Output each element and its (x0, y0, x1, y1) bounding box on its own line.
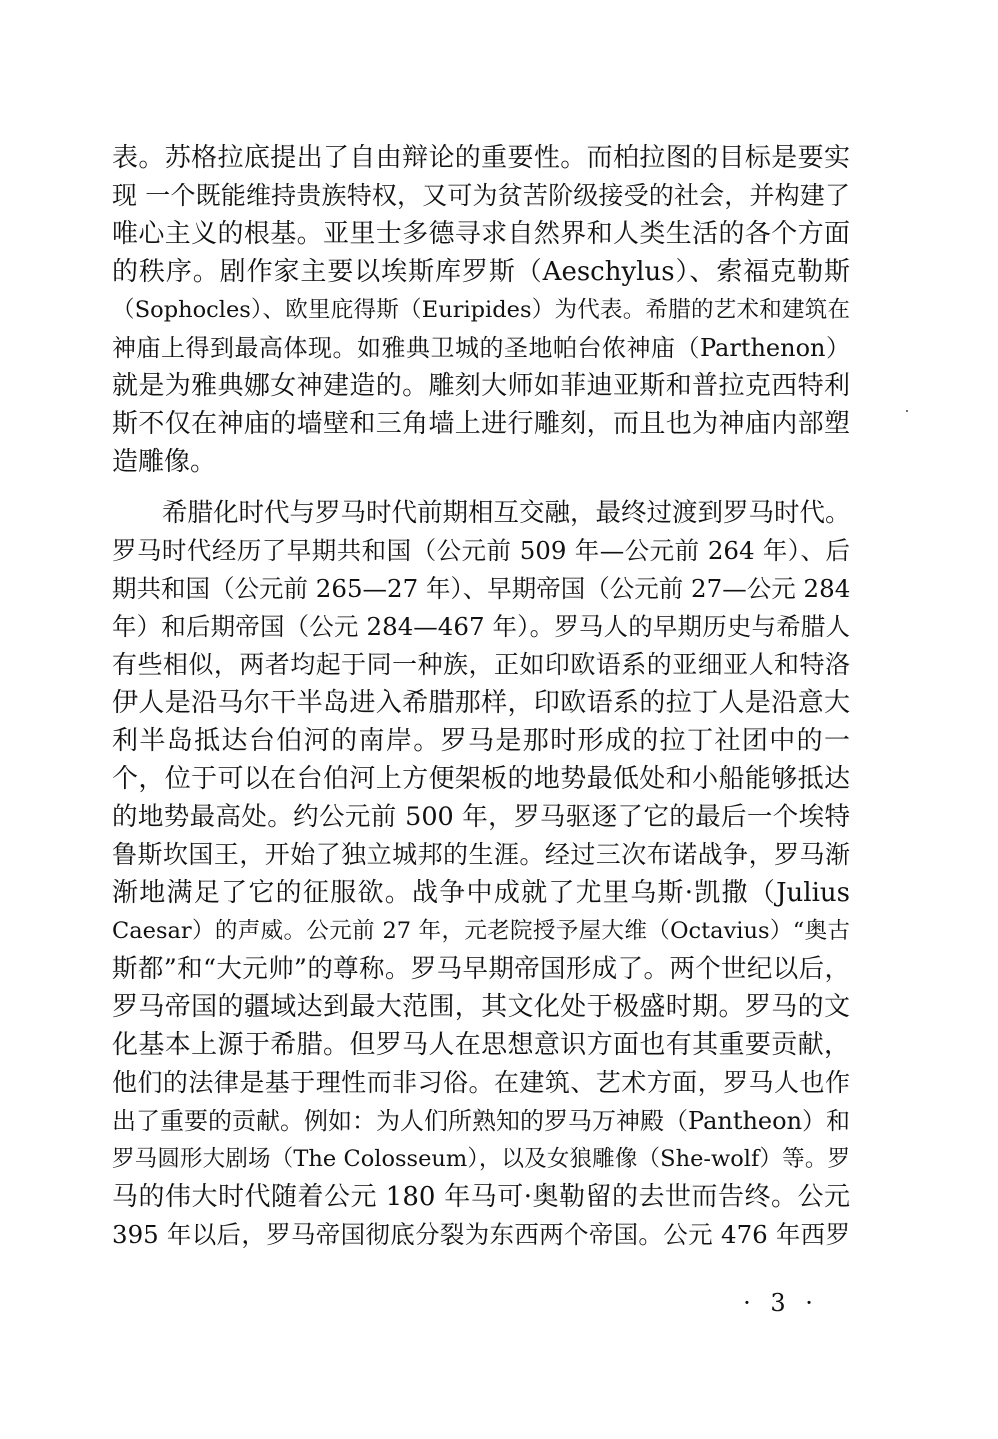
text-line: 神庙上得到最高体现。如雅典卫城的圣地帕台侬神庙（Parthenon） (112, 334, 850, 362)
text-line: 罗马圆形大剧场（The Colosseum），以及女狼雕像（She-wolf）等。罗 (112, 1146, 850, 1172)
text-line: 马的伟大时代随着公元 180 年马可·奥勒留的去世而告终。公元 (112, 1182, 850, 1212)
text-line: 罗马时代经历了早期共和国（公元前 509 年—公元前 264 年）、后 (112, 536, 850, 565)
text-line: 希腊化时代与罗马时代前期相互交融，最终过渡到罗马时代。 (162, 498, 851, 528)
text-line: 伊人是沿马尔干半岛进入希腊那样，印欧语系的拉丁人是沿意大 (112, 688, 850, 718)
text-line: 唯心主义的根基。亚里士多德寻求自然界和人类生活的各个方面 (112, 219, 850, 249)
text-line: 鲁斯坎国王，开始了独立城邦的生涯。经过三次布诺战争，罗马渐 (112, 840, 850, 869)
text-line: 的地势最高处。约公元前 500 年，罗马驱逐了它的最后一个埃特 (112, 802, 850, 832)
text-line: 造雕像。 (112, 447, 217, 477)
text-line: 年）和后期帝国（公元 284—467 年）。罗马人的早期历史与希腊人 (112, 612, 850, 641)
text-line: 罗马帝国的疆域达到最大范围，其文化处于极盛时期。罗马的文 (112, 992, 850, 1022)
text-line: 就是为雅典娜女神建造的。雕刻大师如菲迪亚斯和普拉克西特利 (112, 371, 850, 401)
text-line: 表。苏格拉底提出了自由辩论的重要性。而柏拉图的目标是要实 (112, 143, 850, 173)
text-line: 期共和国（公元前 265—27 年）、早期帝国（公元前 27—公元 284 (112, 574, 851, 603)
text-line: 利半岛抵达台伯河的南岸。罗马是那时形成的拉丁社团中的一 (112, 726, 850, 756)
text-line: 395 年以后，罗马帝国彻底分裂为东西两个帝国。公元 476 年西罗 (112, 1220, 850, 1249)
text-line: 有些相似，两者均起于同一种族，正如印欧语系的亚细亚人和特洛 (112, 650, 850, 679)
text-line: 现 一个既能维持贵族特权，又可为贫苦阶级接受的社会，并构建了 (112, 181, 850, 210)
text-line: 出了重要的贡献。例如：为人们所熟知的罗马万神殿（Pantheon）和 (112, 1107, 851, 1135)
text-line: 斯不仅在神庙的墙壁和三角墙上进行雕刻，而且也为神庙内部塑 (112, 409, 850, 439)
scan-speck (906, 410, 908, 412)
text-line: 个，位于可以在台伯河上方便架板的地势最低处和小船能够抵达 (112, 764, 850, 794)
text-line: 渐地满足了它的征服欲。战争中成就了尤里乌斯·凯撒（Julius (112, 878, 850, 908)
text-line: 的秩序。剧作家主要以埃斯库罗斯（Aeschylus）、索福克勒斯 (112, 257, 850, 287)
text-line: 他们的法律是基于理性而非习俗。在建筑、艺术方面，罗马人也作 (112, 1068, 850, 1097)
page-number: · 3 · (743, 1289, 819, 1317)
text-line: Caesar）的声威。公元前 27 年，元老院授予屋大维（Octavius）“奥古 (112, 918, 850, 944)
text-line: 化基本上源于希腊。但罗马人在思想意识方面也有其重要贡献， (112, 1030, 850, 1060)
text-line: （Sophocles）、欧里庇得斯（Euripides）为代表。希腊的艺术和建筑在 (112, 297, 850, 323)
text-line: 斯都”和“大元帅”的尊称。罗马早期帝国形成了。两个世纪以后， (112, 954, 850, 984)
